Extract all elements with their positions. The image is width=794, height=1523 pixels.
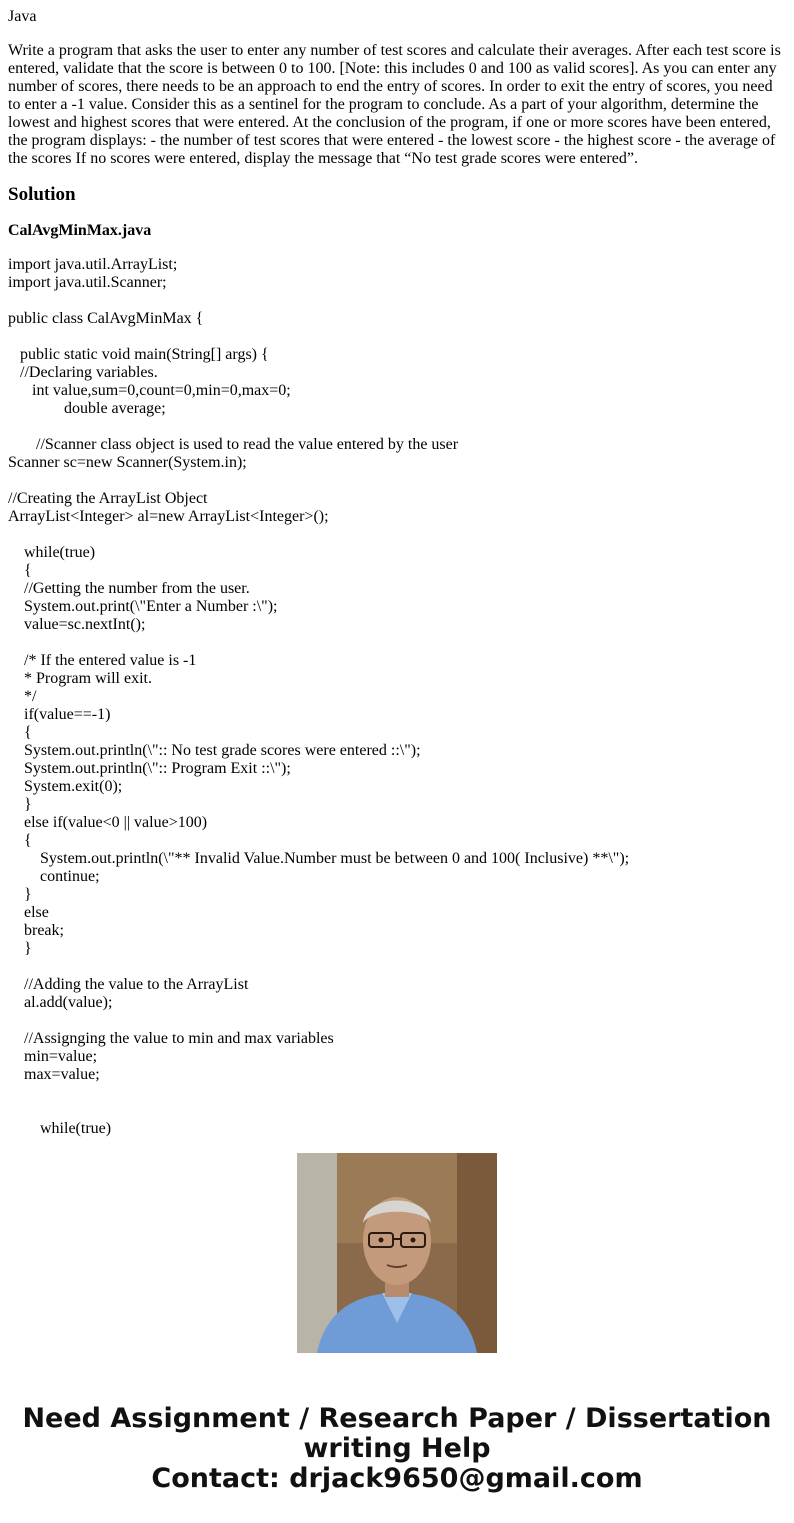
- footer-banner: [0, 1404, 794, 1494]
- code-block: import java.util.ArrayList; import java.util.Scanner; public class CalAvgMinMax { public static void main(String[] args) { //Declaring variables. int value,sum=0,count=0,min=0,max=0; double average; //Scanner class object is used to read the value entered by the user Scanner sc=new Scanner(System.in); //Creating the ArrayList Object ArrayList<Integer> al=new ArrayList<Integer>(); while(true) { //Getting the number from the user. System.out.print(\"Enter a Number :\"); value=sc.nextInt(); /* If the entered value is -1 * Program will exit. */ if(value==-1) { System.out.println(\":: No test grade scores were entered ::\"); System.out.println(\":: Program Exit ::\"); System.exit(0); } else if(value<0 || value>100) { System.out.println(\"** Invalid Value.Number must be between 0 and 100( Inclusive) **\"); continue; } else break; } //Adding the value to the ArrayList al.add(value); //Assignging the value to min and max variables min=value; max=value; while(true): [8, 256, 630, 1137]
- topic-label: Java: [8, 8, 37, 25]
- footer-contact: Contact: drjack9650@gmail.com: [151, 1463, 643, 1494]
- author-photo-image: [297, 1153, 497, 1353]
- file-name: CalAvgMinMax.java: [8, 222, 152, 239]
- footer-line-2: writing Help: [303, 1433, 491, 1464]
- author-photo: [297, 1153, 497, 1353]
- question-text: Write a program that asks the user to enter any number of test scores and calculate their averages. After each test score is entered, validate that the score is between 0 to 100. [Note: this includes 0 and 100 as valid scores]. As you can enter any number of scores, there needs to be an approach to end the entry of scores. In order to exit the entry of scores, you need to enter a -1 value. Consider this as a sentinel for the program to conclude. As a part of your algorithm, determine the lowest and highest scores that were entered. At the conclusion of the program, if one or more scores have been entered, the program displays: - the number of test scores that were entered - the lowest score - the highest score - the average of the scores If no scores were entered, display the message that “No test grade scores were entered”.: [8, 42, 781, 167]
- solution-heading: Solution: [8, 184, 76, 205]
- footer-line-1: Need Assignment / Research Paper / Dissertation: [22, 1403, 772, 1434]
- document-content: [8, 8, 786, 1137]
